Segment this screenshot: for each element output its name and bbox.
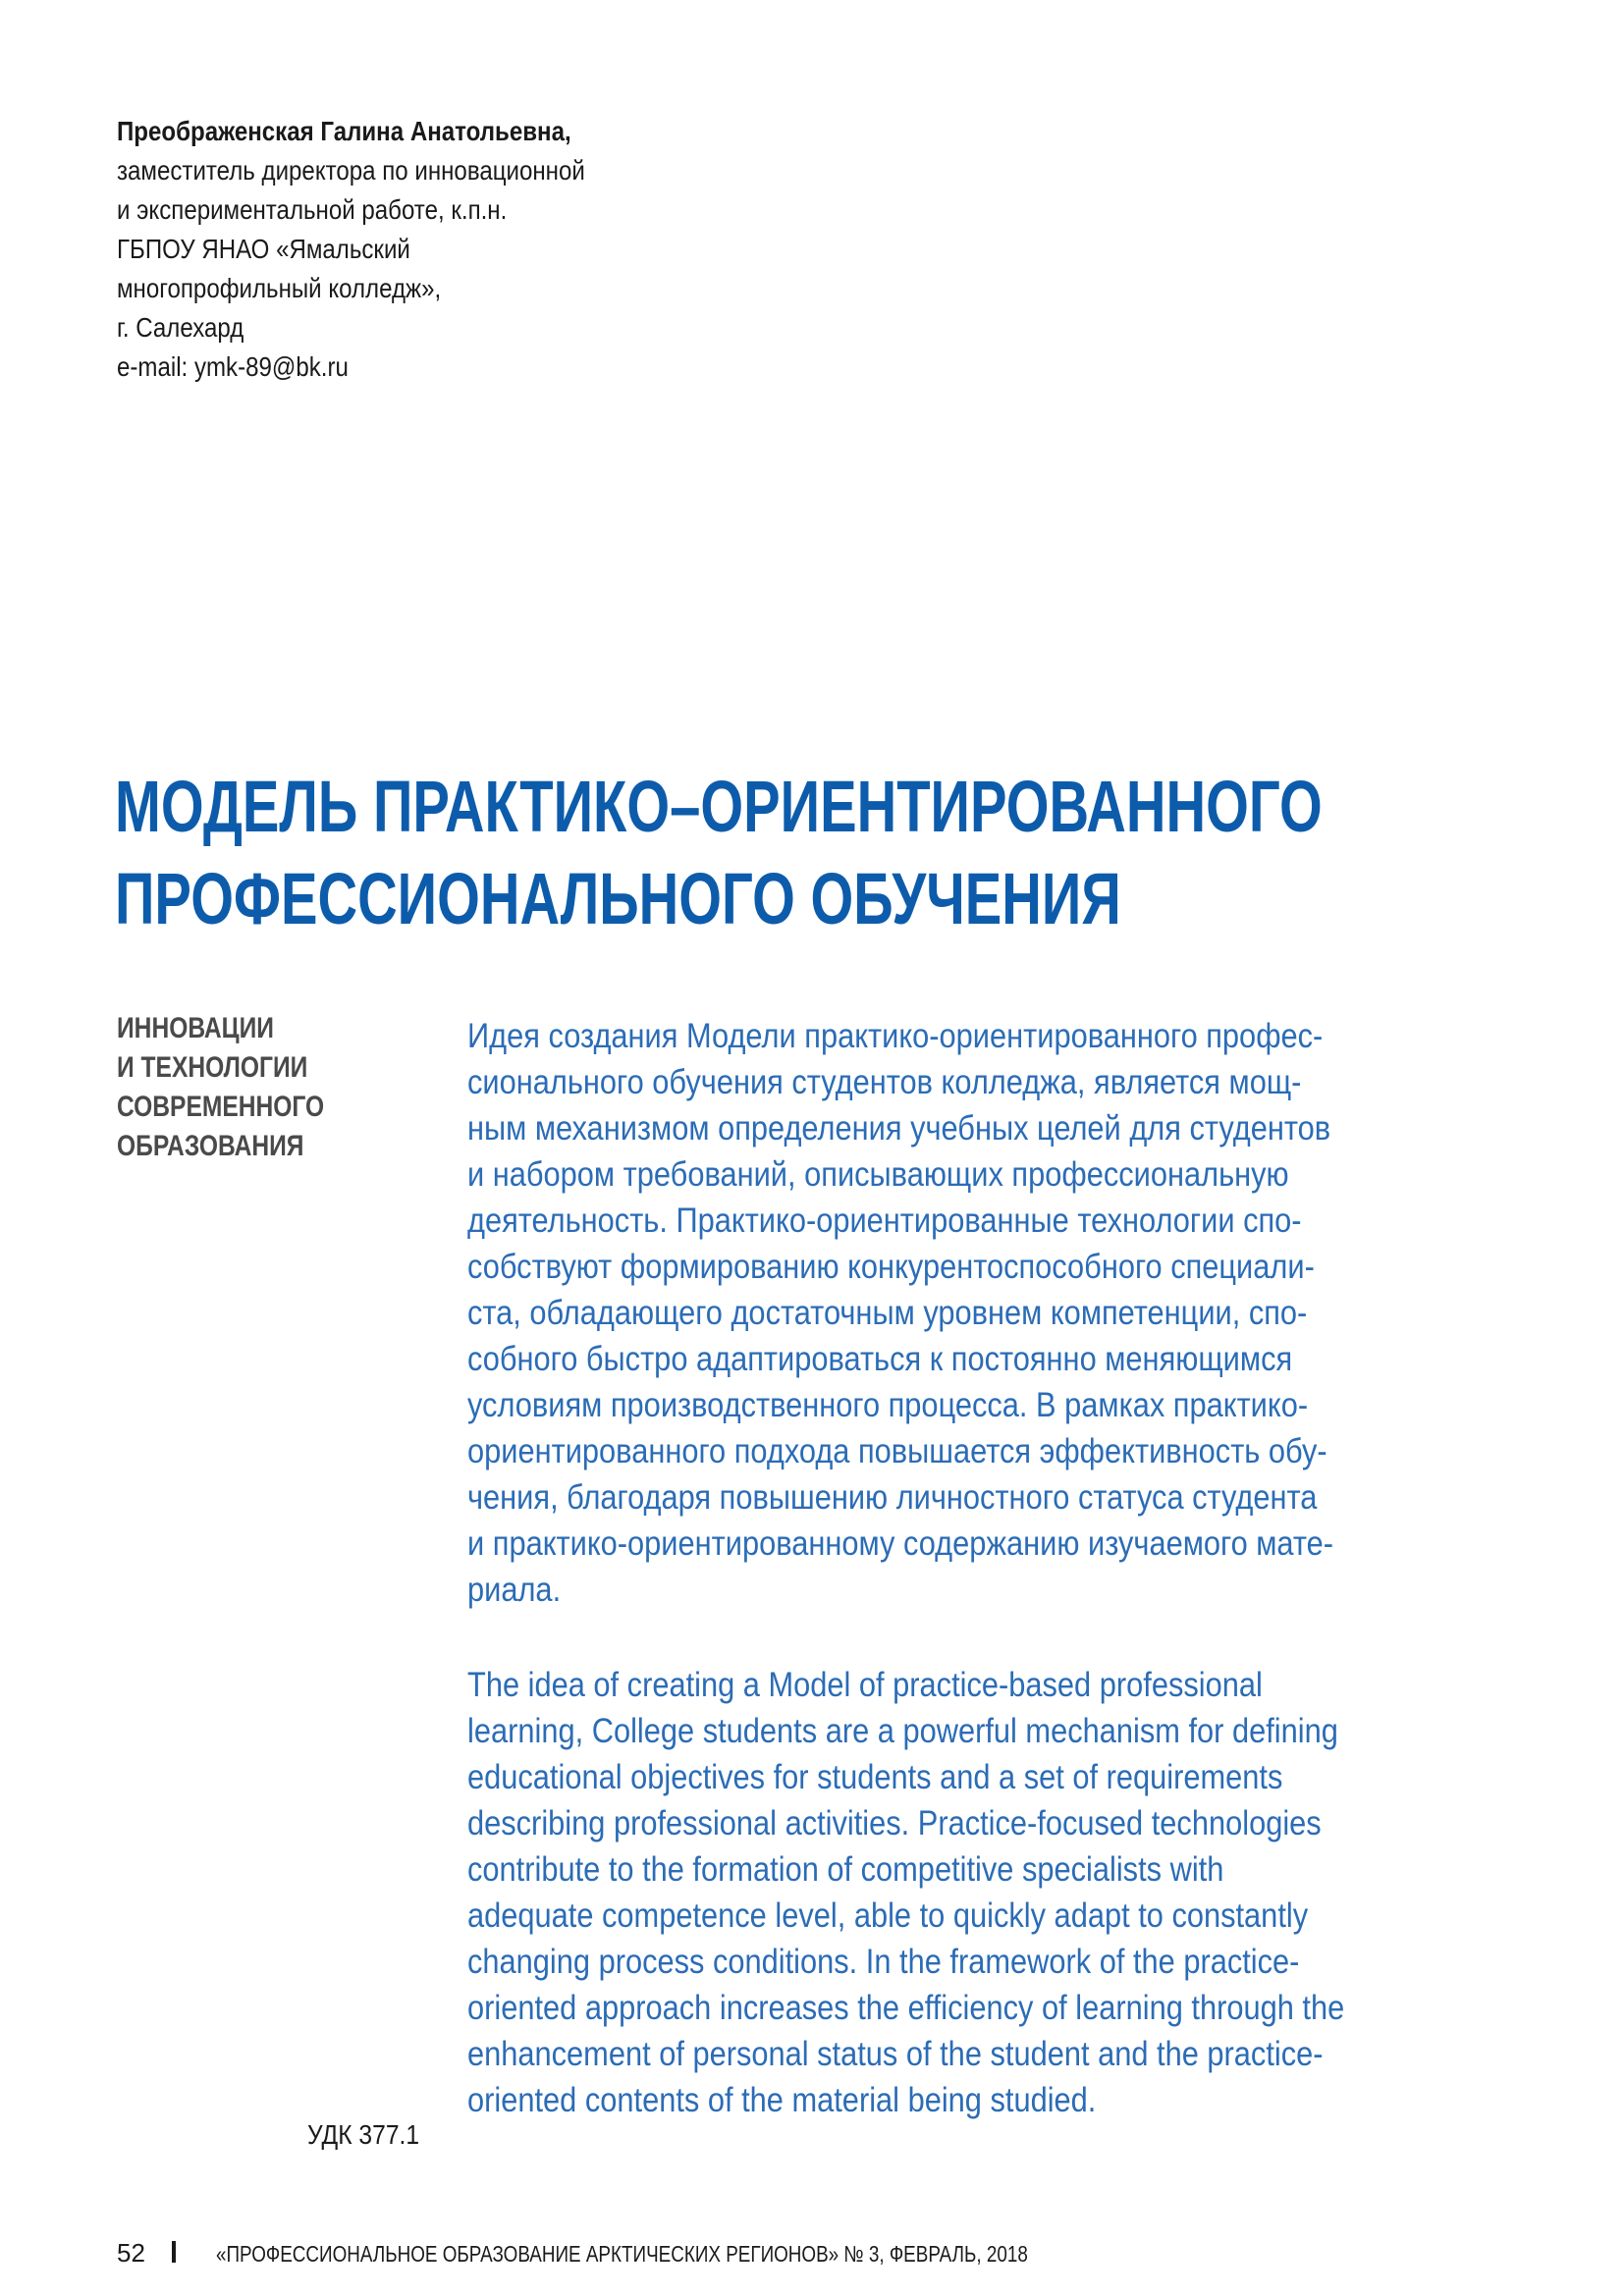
abstract-russian (467, 1013, 1487, 1613)
abstract-ru-line: и набором требований, описывающих профессиональную (467, 1155, 1289, 1194)
article-title-line-2: ПРОФЕССИОНАЛЬНОГО ОБУЧЕНИЯ (115, 858, 1121, 939)
abstract-ru-line: деятельность. Практико-ориентированные технологии спо- (467, 1201, 1302, 1240)
abstract-ru-line: Идея создания Модели практико-ориентированного профес- (467, 1017, 1324, 1055)
author-info (117, 112, 657, 387)
author-position-cont: и экспериментальной работе, к.п.н. (117, 194, 508, 225)
rubric-line: ИННОВАЦИИ (117, 1012, 274, 1044)
abstract-en-line: describing professional activities. Practice-focused technologies (467, 1804, 1322, 1842)
abstract-en-line: learning, College students are a powerful mechanism for defining (467, 1712, 1338, 1750)
abstract-en-line: contribute to the formation of competitive specialists with (467, 1850, 1224, 1889)
abstract-ru-line: собствуют формированию конкурентоспособного специали- (467, 1248, 1315, 1286)
rubric-line: И ТЕХНОЛОГИИ (117, 1051, 308, 1084)
abstract-en-line: oriented contents of the material being studied. (467, 2081, 1097, 2119)
abstract-ru-line: чения, благодаря повышению личностного статуса студента (467, 1478, 1318, 1517)
abstract-ru-line: условиям производственного процесса. В рамках практико- (467, 1386, 1309, 1424)
journal-citation: «ПРОФЕССИОНАЛЬНОЕ ОБРАЗОВАНИЕ АРКТИЧЕСКИХ РЕГИОНОВ» № 3, ФЕВРАЛЬ, 2018 (216, 2241, 1028, 2267)
abstract-english (467, 1662, 1487, 2123)
article-title (115, 761, 1323, 945)
rubric-line: СОВРЕМЕННОГО (117, 1091, 325, 1123)
author-name: Преображенская Галина Анатольевна, (117, 116, 571, 146)
udc-code: УДК 377.1 (307, 2119, 420, 2150)
abstract-ru-line: ста, обладающего достаточным уровнем компетенции, спо- (467, 1294, 1308, 1332)
author-city: г. Салехард (117, 312, 244, 343)
abstract-en-line: adequate competence level, able to quickly adapt to constantly (467, 1896, 1309, 1935)
rubric-line: ОБРАЗОВАНИЯ (117, 1130, 304, 1162)
abstract-ru-line: сионального обучения студентов колледжа, является мощ- (467, 1063, 1302, 1101)
abstract-ru-line: ным механизмом определения учебных целей для студентов (467, 1109, 1331, 1148)
footer-divider (172, 2241, 176, 2263)
abstract-ru-line: ориентированного подхода повышается эффективность обу- (467, 1432, 1327, 1470)
abstract-ru-line: и практико-ориентированному содержанию изучаемого мате- (467, 1524, 1334, 1563)
abstract-en-line: educational objectives for students and a set of requirements (467, 1758, 1283, 1796)
rubric-heading (117, 1009, 358, 1166)
abstract-ru-line: риала. (467, 1571, 562, 1609)
abstract-en-line: The idea of creating a Model of practice-based professional (467, 1666, 1263, 1704)
abstract-en-line: changing process conditions. In the framework of the practice- (467, 1943, 1300, 1981)
article-title-line-1: МОДЕЛЬ ПРАКТИКО–ОРИЕНТИРОВАННОГО (115, 766, 1323, 847)
abstract-en-line: oriented approach increases the efficiency of learning through the (467, 1989, 1345, 2027)
abstract-ru-line: собного быстро адаптироваться к постоянно меняющимся (467, 1340, 1293, 1378)
author-email: e-mail: ymk-89@bk.ru (117, 351, 349, 382)
author-organization: ГБПОУ ЯНАО «Ямальский (117, 234, 410, 264)
author-position: заместитель директора по инновационной (117, 155, 585, 186)
page-number: 52 (117, 2238, 145, 2268)
abstract-en-line: enhancement of personal status of the student and the practice- (467, 2035, 1324, 2073)
author-organization-cont: многопрофильный колледж», (117, 273, 442, 303)
